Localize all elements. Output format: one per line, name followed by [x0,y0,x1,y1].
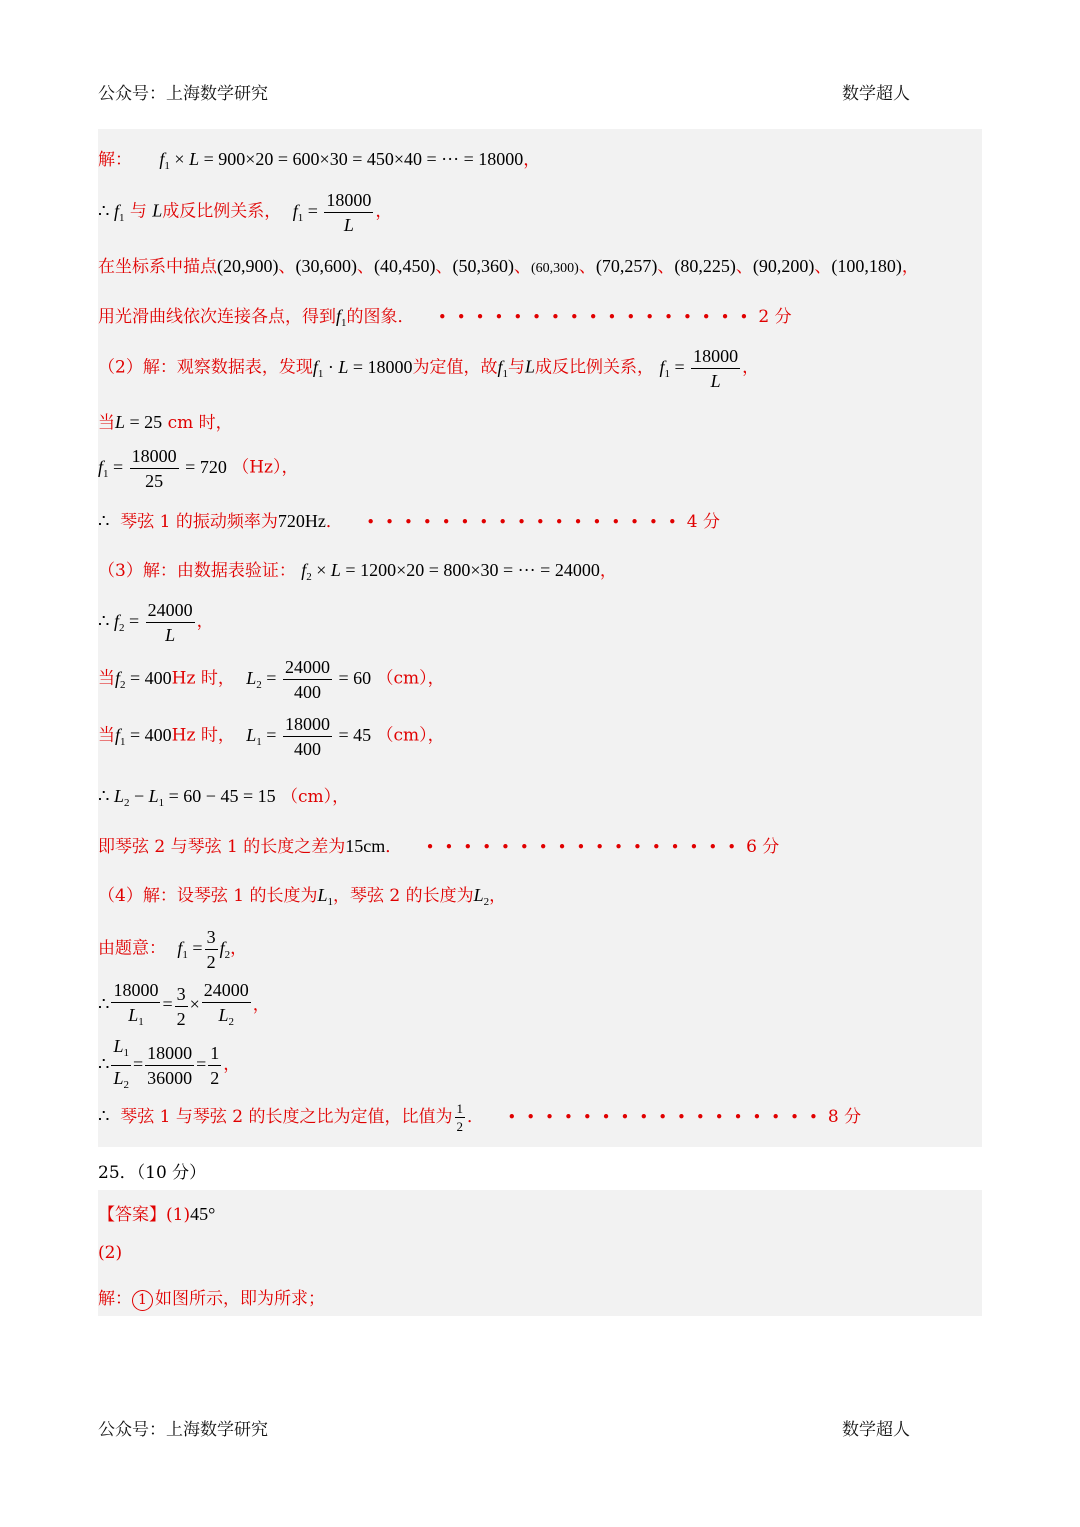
fraction: $\frac{3}{2}$ [206,927,216,972]
fraction: $\frac{18000}{36000}$ [147,1043,193,1088]
fraction: $\frac{1}{2}$ [210,1043,220,1088]
header-right: 数学超人 [842,84,910,104]
score: 8 分 [827,1107,862,1127]
point: (100,180) [831,256,902,276]
point: (80,225) [674,256,736,276]
fraction: $\frac{18000}{L}$ [326,190,372,235]
line-s3-2: ∴ $f_2$ = $\frac{24000}{L}$ ， [98,600,214,645]
line-s3-1: （3）解：由数据表验证： $f_2 \times L = 1200\times 20 = 800\times 30$ = ··· = 24000， [98,560,617,583]
fraction: $\frac{18000}{25}$ [131,446,177,491]
fraction: $\frac{3}{2}$ [176,983,186,1029]
point: (30,600) [295,256,357,276]
header-left: 公众号：上海数学研究 [98,84,268,104]
line-s3-3: 当$f_2 = 400Hz$ 时， $L_2$ = $\frac{24000}{400}$ = 60 （cm）， [98,657,445,702]
fraction: $\frac{24000}{400}$ [284,657,330,702]
line-s2-3: $f_1$ = $\frac{18000}{25}$ = 720 （Hz）， [98,446,299,491]
line-s2-4: ∴ 琴弦 1 的振动频率为720Hz． •••••••••••••••••4 分 [98,511,720,532]
score: 4 分 [686,512,720,532]
score: 6 分 [746,837,780,857]
score: 2 分 [758,307,792,327]
footer-right: 数学超人 [842,1420,910,1440]
q25-part2: (2) [98,1243,123,1263]
line-s1-4: 用光滑曲线依次连接各点，得到$f_1$的图象． •••••••••••••••••2 分 [98,306,792,329]
q25-answer: 【答案】(1)45° [98,1204,216,1225]
line-s3-4: 当$f_1 = 400Hz$ 时， $L_1$ = $\frac{18000}{400}$ = 45 （cm）， [98,714,445,759]
fraction: $\frac{1}{2}$ [456,1101,464,1135]
line-s4-3: ∴ $\frac{18000}{L_1}$ = $\frac{3}{2}$ × $\frac{24000}{L_2}$ ， [98,980,270,1032]
circled-number: 1 [132,1290,153,1311]
question-25-title: 25．（10 分） [98,1163,207,1183]
fraction: $\frac{18000}{400}$ [284,714,330,759]
line-s3-6: 即琴弦 2 与琴弦 1 的长度之差为15cm． •••••••••••••••••6 分 [98,836,780,857]
line-s2-1: （2）解：观察数据表，发现$f_1 \cdot L = 18000$为定值，故$f_1$与L成反比例关系， $f_1$ = $\frac{18000}{L}$ ， [98,346,760,391]
q25-solution: 解： 1 如图所示，即为所求； [98,1289,325,1309]
line-s1-3: 在坐标系中描点(20,900)、(30,600)、(40,450)、(50,360)、(60,300)、(70,257)、(80,225)、(90,200)、(100,180)， [98,256,919,277]
point: (40,450) [374,256,436,276]
point: (70,257) [595,256,658,276]
fraction: $\frac{18000}{L}$ [693,346,739,391]
line-s4-1: （4）解：设琴弦 1 的长度为$L_1$，琴弦 2 的长度为$L_2$， [98,885,507,908]
fraction: $\frac{L_1}{L_2}$ [113,1036,129,1091]
fraction: $\frac{18000}{L_1}$ [113,980,159,1028]
point: (20,900) [217,256,279,276]
point: (60,300) [531,261,579,276]
line-s4-2: 由题意： $f_1$ = $\frac{3}{2}$ $f_2$， [98,927,248,972]
line-s2-2: 当L = 25 cm 时， [98,412,233,433]
line-s1-1: 解： $f_1 \times L = 900\times 20 = 600\times 30 = 450\times 40$ = ··· = 18000， [98,149,541,172]
line-s3-5: ∴ $L_2 - L_1 = 60 - 45 = 15$ （cm）， [98,786,350,809]
footer-left: 公众号：上海数学研究 [98,1420,268,1440]
solution-label: 解： [98,150,132,170]
answer-label: 【答案】 [98,1205,166,1225]
line-s4-4: ∴ $\frac{L_1}{L_2}$ = $\frac{18000}{36000}$ = $\frac{1}{2}$ ， [98,1036,240,1095]
equation: = 900×20 = 600×30 = 450×40 = ··· = 18000 [203,149,524,169]
fraction: $\frac{24000}{L_2}$ [203,980,249,1028]
line-s1-2: ∴ $f_1$ 与 L成反比例关系， $f_1$ = $\frac{18000}{L}$ ， [98,190,393,235]
line-s4-5: ∴ 琴弦 1 与琴弦 2 的长度之比为定值，比值为 $\frac{1}{2}$ ． •••••••••••••••••8 分 [98,1101,862,1135]
fraction: $\frac{24000}{L}$ [147,600,193,645]
point: (90,200) [752,256,815,276]
point: (50,360) [452,256,514,276]
